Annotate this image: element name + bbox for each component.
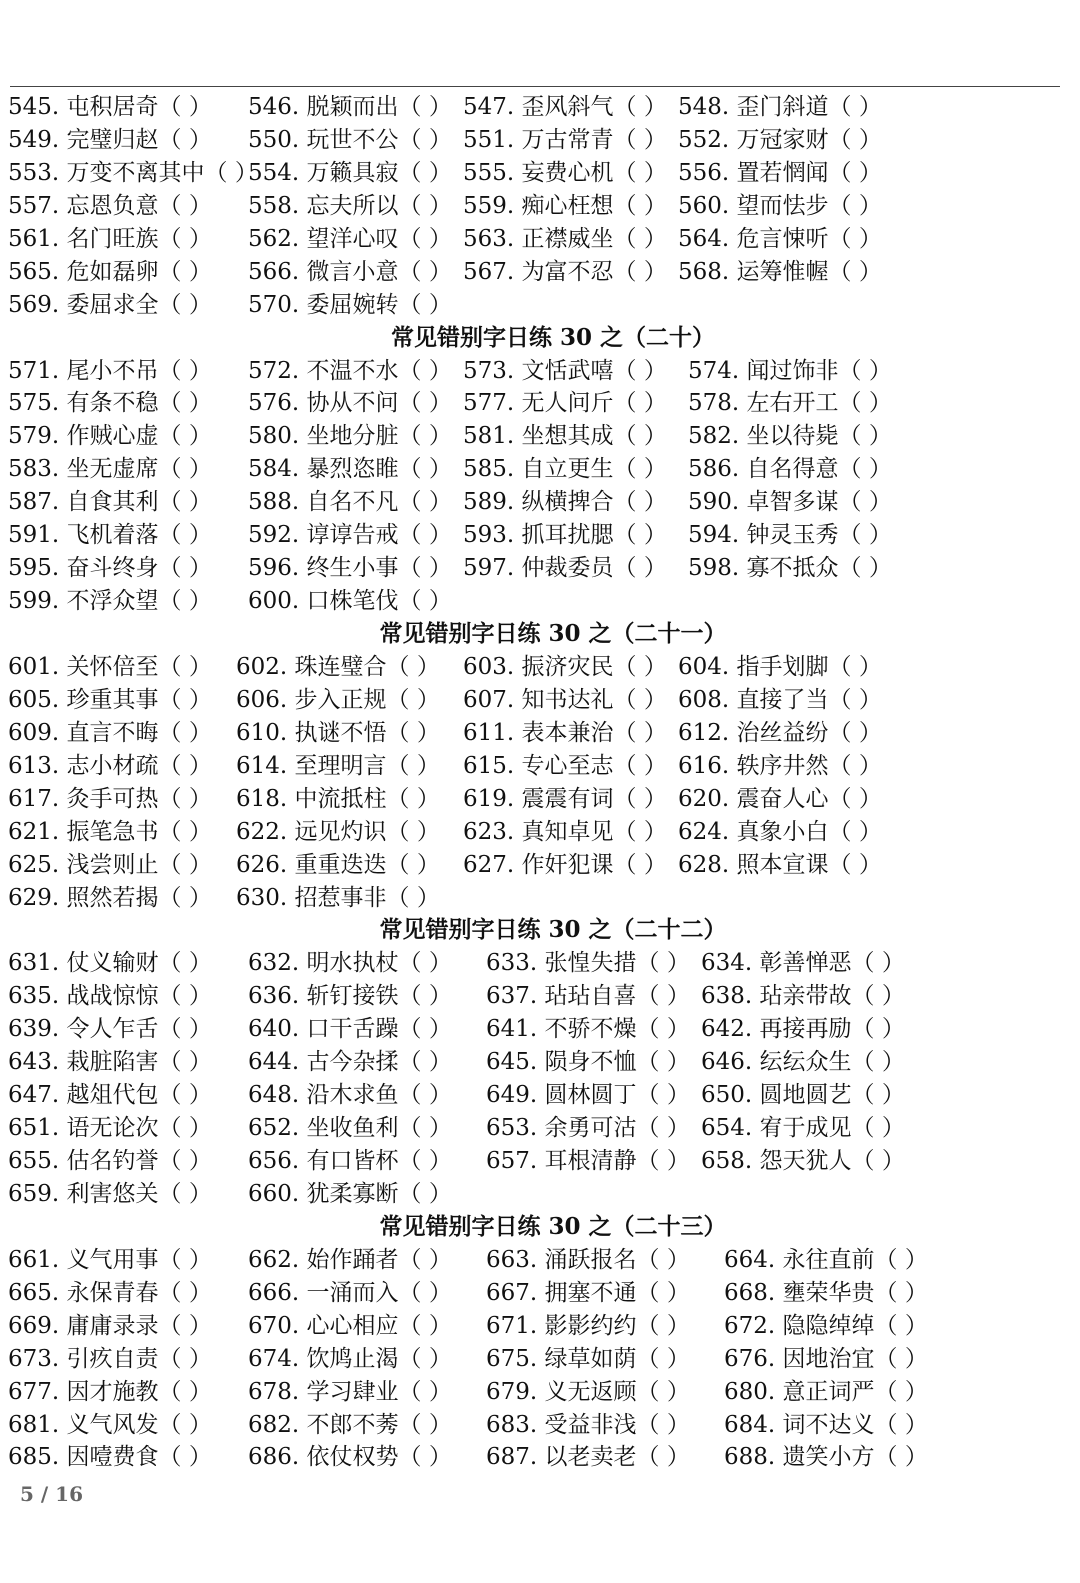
exercise-item: 587. 自食其利（ ） (8, 489, 212, 516)
exercise-item: 545. 屯积居奇（ ） (8, 94, 212, 120)
exercise-item: 563. 正襟威坐（ ） (463, 225, 667, 252)
exercise-item: 555. 妄费心机（ ） (463, 159, 667, 186)
exercise-row (8, 124, 1068, 157)
exercise-row (8, 1112, 1068, 1145)
exercise-item: 658. 怨天犹人（ ） (701, 1148, 905, 1174)
exercise-item: 649. 圆林圆丁（ ） (486, 1082, 690, 1109)
exercise-item: 562. 望洋心叹（ ） (248, 225, 452, 252)
exercise-item: 580. 坐地分脏（ ） (248, 423, 452, 450)
exercise-item: 670. 心心相应（ ） (248, 1312, 452, 1339)
exercise-row (8, 355, 1068, 388)
exercise-row (8, 947, 1068, 980)
exercise-item: 660. 犹柔寡断（ ） (248, 1180, 452, 1207)
exercise-item: 659. 利害悠关（ ） (8, 1180, 212, 1207)
exercise-item: 672. 隐隐绰绰（ ） (724, 1312, 928, 1339)
exercise-row (8, 157, 1068, 190)
exercise-item: 546. 脱颖而出（ ） (248, 94, 452, 120)
exercise-item: 688. 遗笑小方（ ） (724, 1444, 928, 1471)
exercise-item: 602. 珠连璧合（ ） (236, 653, 440, 680)
exercise-item: 583. 坐无虚席（ ） (8, 456, 212, 483)
exercise-item: 554. 万籁具寂（ ） (248, 159, 452, 186)
exercise-item: 612. 治丝益纷（ ） (678, 719, 882, 746)
exercise-item: 619. 震震有词（ ） (463, 785, 667, 812)
exercise-item: 552. 万冠家财（ ） (678, 126, 882, 153)
exercise-item: 589. 纵横捭合（ ） (463, 489, 667, 516)
exercise-item: 595. 奋斗终身（ ） (8, 555, 212, 582)
exercise-item: 596. 终生小事（ ） (248, 555, 452, 582)
exercise-item: 594. 钟灵玉秀（ ） (688, 522, 892, 549)
exercise-item: 665. 永保青春（ ） (8, 1279, 212, 1306)
exercise-item: 641. 不骄不燥（ ） (486, 1016, 690, 1043)
exercise-item: 625. 浅尝则止（ ） (8, 851, 212, 878)
exercise-item: 598. 寡不抵众（ ） (688, 555, 892, 582)
exercise-item: 604. 指手划脚（ ） (678, 653, 882, 680)
exercise-item: 662. 始作踊者（ ） (248, 1246, 452, 1273)
exercise-item: 663. 涌跃报名（ ） (486, 1246, 690, 1273)
exercise-item: 643. 栽脏陷害（ ） (8, 1049, 212, 1076)
exercise-item: 666. 一涌而入（ ） (248, 1279, 452, 1306)
exercise-item: 550. 玩世不公（ ） (248, 126, 452, 153)
header-rule (10, 86, 1060, 87)
exercise-item: 656. 有口皆杯（ ） (248, 1148, 452, 1174)
exercise-item: 676. 因地治宜（ ） (724, 1345, 928, 1372)
exercise-item: 614. 至理明言（ ） (236, 752, 440, 779)
exercise-item: 566. 微言小意（ ） (248, 258, 452, 285)
exercise-row (8, 1409, 1068, 1442)
exercise-row (8, 1343, 1068, 1376)
exercise-item: 581. 坐想其成（ ） (463, 423, 667, 450)
exercise-row (8, 1441, 1068, 1474)
exercise-item: 628. 照本宣课（ ） (678, 851, 882, 878)
exercise-item: 615. 专心至志（ ） (463, 752, 667, 779)
exercise-item: 682. 不郎不莠（ ） (248, 1411, 452, 1438)
exercise-item: 644. 古今杂揉（ ） (248, 1049, 452, 1076)
exercise-item: 575. 有条不稳（ ） (8, 390, 212, 417)
exercise-item: 684. 词不达义（ ） (724, 1411, 928, 1438)
exercise-item: 648. 沿木求鱼（ ） (248, 1082, 452, 1109)
exercise-row (8, 585, 1068, 618)
exercise-row (8, 1145, 1068, 1178)
exercise-item: 568. 运筹惟幄（ ） (678, 258, 882, 285)
exercise-row (8, 552, 1068, 585)
exercise-row (8, 750, 1068, 783)
exercise-item: 572. 不温不水（ ） (248, 357, 452, 384)
exercise-item: 653. 余勇可沽（ ） (486, 1115, 690, 1142)
section-heading: 常见错别字日练 30 之（二十三） (379, 1212, 727, 1240)
exercise-item: 685. 因噎费食（ ） (8, 1444, 212, 1471)
exercise-item: 686. 依仗权势（ ） (248, 1444, 452, 1471)
exercise-item: 687. 以老卖老（ ） (486, 1444, 690, 1471)
exercise-row (8, 1079, 1068, 1112)
exercise-row (8, 1310, 1068, 1343)
exercise-row (8, 882, 1068, 915)
exercise-item: 548. 歪门斜道（ ） (678, 94, 882, 120)
exercise-row (8, 91, 1068, 124)
exercise-item: 669. 庸庸录录（ ） (8, 1312, 212, 1339)
exercise-item: 679. 义无返顾（ ） (486, 1378, 690, 1405)
exercise-item: 645. 陨身不恤（ ） (486, 1049, 690, 1076)
exercise-item: 547. 歪风斜气（ ） (463, 94, 667, 120)
exercise-item: 567. 为富不忍（ ） (463, 258, 667, 285)
exercise-item: 577. 无人问斤（ ） (463, 390, 667, 417)
exercise-item: 569. 委屈求全（ ） (8, 291, 212, 318)
exercise-item: 642. 再接再励（ ） (701, 1016, 905, 1043)
exercise-item: 560. 望而怯步（ ） (678, 192, 882, 219)
exercise-item: 667. 拥塞不通（ ） (486, 1279, 690, 1306)
exercise-item: 652. 坐收鱼利（ ） (248, 1115, 452, 1142)
exercise-item: 630. 招惹事非（ ） (236, 884, 440, 911)
exercise-item: 576. 协从不问（ ） (248, 390, 452, 417)
exercise-item: 623. 真知卓见（ ） (463, 818, 667, 845)
exercise-item: 678. 学习肆业（ ） (248, 1378, 452, 1405)
exercise-item: 629. 照然若揭（ ） (8, 884, 212, 911)
exercise-row (8, 783, 1068, 816)
exercise-item: 671. 影影约约（ ） (486, 1312, 690, 1339)
exercise-item: 651. 语无论次（ ） (8, 1115, 212, 1142)
exercise-item: 549. 完璧归赵（ ） (8, 126, 212, 153)
exercise-row (8, 816, 1068, 849)
exercise-item: 661. 义气用事（ ） (8, 1246, 212, 1273)
exercise-item: 570. 委屈婉转（ ） (248, 291, 452, 318)
exercise-item: 584. 暴烈恣睢（ ） (248, 456, 452, 483)
exercise-item: 675. 绿草如荫（ ） (486, 1345, 690, 1372)
exercise-item: 626. 重重迭迭（ ） (236, 851, 440, 878)
exercise-row (8, 1277, 1068, 1310)
exercise-item: 603. 振济灾民（ ） (463, 653, 667, 680)
exercise-item: 592. 谆谆告戒（ ） (248, 522, 452, 549)
exercise-item: 574. 闻过饰非（ ） (688, 357, 892, 384)
exercise-item: 637. 玷玷自喜（ ） (486, 983, 690, 1010)
exercise-item: 650. 圆地圆艺（ ） (701, 1082, 905, 1109)
exercise-item: 634. 彰善惮恶（ ） (701, 950, 905, 977)
exercise-item: 564. 危言悚听（ ） (678, 225, 882, 252)
exercise-item: 588. 自名不凡（ ） (248, 489, 452, 516)
exercise-item: 617. 灸手可热（ ） (8, 785, 212, 812)
exercise-row (8, 651, 1068, 684)
exercise-item: 673. 引疚自责（ ） (8, 1345, 212, 1372)
exercise-item: 681. 义气风发（ ） (8, 1411, 212, 1438)
exercise-item: 638. 玷亲带故（ ） (701, 983, 905, 1010)
exercise-item: 683. 受益非浅（ ） (486, 1411, 690, 1438)
exercise-item: 553. 万变不离其中（ ） (8, 159, 258, 186)
exercise-item: 639. 令人乍舌（ ） (8, 1016, 212, 1043)
exercise-item: 646. 纭纭众生（ ） (701, 1049, 905, 1076)
exercise-row (8, 486, 1068, 519)
exercise-item: 632. 明水执杖（ ） (248, 950, 452, 977)
exercise-item: 609. 直言不晦（ ） (8, 719, 212, 746)
exercise-item: 654. 宥于成见（ ） (701, 1115, 905, 1142)
exercise-item: 591. 飞机着落（ ） (8, 522, 212, 549)
exercise-item: 561. 名门旺族（ ） (8, 225, 212, 252)
exercise-item: 636. 斩钉接铁（ ） (248, 983, 452, 1010)
exercise-row (8, 1013, 1068, 1046)
exercise-item: 657. 耳根清静（ ） (486, 1148, 690, 1174)
exercise-item: 582. 坐以待毙（ ） (688, 423, 892, 450)
exercise-row (8, 1046, 1068, 1079)
exercise-item: 579. 作贼心虚（ ） (8, 423, 212, 450)
exercise-item: 674. 饮鸠止渴（ ） (248, 1345, 452, 1372)
exercise-item: 664. 永往直前（ ） (724, 1246, 928, 1273)
exercise-item: 640. 口干舌躁（ ） (248, 1016, 452, 1043)
exercise-item: 631. 仗义输财（ ） (8, 950, 212, 977)
page-number: 5 / 16 (20, 1482, 83, 1506)
exercise-item: 597. 仲裁委员（ ） (463, 555, 667, 582)
exercise-row (8, 1244, 1068, 1277)
exercise-item: 680. 意正词严（ ） (724, 1378, 928, 1405)
exercise-item: 613. 志小材疏（ ） (8, 752, 212, 779)
exercise-row (8, 420, 1068, 453)
exercise-item: 551. 万古常青（ ） (463, 126, 667, 153)
section-heading: 常见错别字日练 30 之（二十） (390, 323, 716, 351)
exercise-row (8, 519, 1068, 552)
exercise-row (8, 223, 1068, 256)
exercise-item: 610. 执谜不悟（ ） (236, 719, 440, 746)
exercise-row (8, 256, 1068, 289)
exercise-item: 668. 壅荣华贵（ ） (724, 1279, 928, 1306)
exercise-item: 557. 忘恩负意（ ） (8, 192, 212, 219)
exercise-item: 611. 表本兼治（ ） (463, 719, 667, 746)
exercise-item: 627. 作奸犯课（ ） (463, 851, 667, 878)
exercise-item: 616. 轶序井然（ ） (678, 752, 882, 779)
exercise-item: 571. 尾小不吊（ ） (8, 357, 212, 384)
exercise-item: 593. 抓耳扰腮（ ） (463, 522, 667, 549)
exercise-item: 647. 越俎代包（ ） (8, 1082, 212, 1109)
exercise-item: 601. 关怀倍至（ ） (8, 653, 212, 680)
section-heading: 常见错别字日练 30 之（二十二） (379, 916, 727, 944)
exercise-item: 556. 置若惘闻（ ） (678, 159, 882, 186)
exercise-item: 605. 珍重其事（ ） (8, 686, 212, 713)
exercise-item: 633. 张惶失措（ ） (486, 950, 690, 977)
exercise-item: 558. 忘夫所以（ ） (248, 192, 452, 219)
exercise-item: 578. 左右开工（ ） (688, 390, 892, 417)
exercise-item: 565. 危如磊卵（ ） (8, 258, 212, 285)
exercise-item: 622. 远见灼识（ ） (236, 818, 440, 845)
exercise-row (8, 1376, 1068, 1409)
exercise-row (8, 980, 1068, 1013)
exercise-item: 620. 震奋人心（ ） (678, 785, 882, 812)
exercise-item: 599. 不浮众望（ ） (8, 588, 212, 615)
exercise-row (8, 1178, 1068, 1211)
exercise-item: 608. 直接了当（ ） (678, 686, 882, 713)
exercise-item: 573. 文恬武嘻（ ） (463, 357, 667, 384)
exercise-row (8, 717, 1068, 750)
exercise-row (8, 849, 1068, 882)
exercise-row (8, 387, 1068, 420)
exercise-item: 624. 真象小白（ ） (678, 818, 882, 845)
exercise-item: 586. 自名得意（ ） (688, 456, 892, 483)
exercise-item: 607. 知书达礼（ ） (463, 686, 667, 713)
exercise-item: 559. 痴心枉想（ ） (463, 192, 667, 219)
section-heading: 常见错别字日练 30 之（二十一） (379, 620, 727, 647)
exercise-item: 606. 步入正规（ ） (236, 686, 440, 713)
exercise-item: 618. 中流抵柱（ ） (236, 785, 440, 812)
exercise-row (8, 289, 1068, 322)
exercise-item: 621. 振笔急书（ ） (8, 818, 212, 845)
exercise-row (8, 190, 1068, 223)
exercise-item: 655. 估名钓誉（ ） (8, 1148, 212, 1174)
exercise-row (8, 684, 1068, 717)
exercise-item: 635. 战战惊惊（ ） (8, 983, 212, 1010)
exercise-list (8, 91, 1068, 1474)
exercise-item: 677. 因才施教（ ） (8, 1378, 212, 1405)
exercise-row (8, 453, 1068, 486)
exercise-item: 585. 自立更生（ ） (463, 456, 667, 483)
exercise-item: 600. 口株笔伐（ ） (248, 588, 452, 615)
exercise-item: 590. 卓智多谋（ ） (688, 489, 892, 516)
